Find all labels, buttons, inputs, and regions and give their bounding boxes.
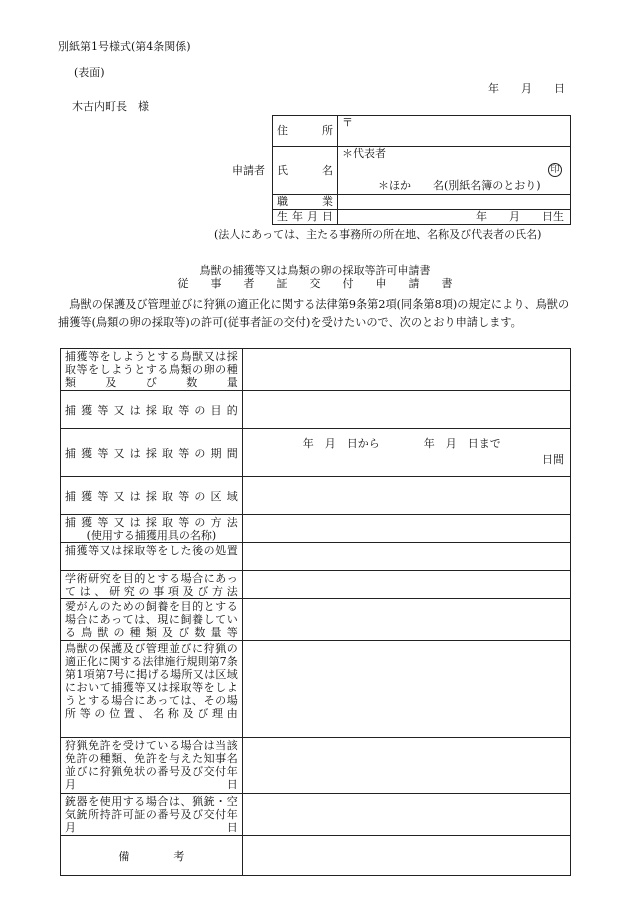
representative-label: ＊代表者 (342, 147, 386, 160)
row-pet-label: 愛がんのための飼養を目的とする場合にあっては、現に飼養している鳥獣の種類及び数量等 (61, 599, 243, 641)
row-method-field[interactable] (242, 515, 570, 543)
occupation-label: 職業 (273, 195, 338, 210)
row-purpose-label: 捕獲等又は採取等の目的 (61, 391, 243, 429)
others-label: ＊ほか 名(別紙名簿のとおり) (378, 179, 541, 192)
side-label: (表面) (74, 66, 105, 79)
row-remarks-field[interactable] (242, 836, 570, 876)
row-method-sub: (使用する捕獲用具の名称) (86, 529, 217, 542)
row-license-field[interactable] (242, 738, 570, 794)
addressee: 木古内町長 様 (72, 100, 149, 113)
row-disposal-field[interactable] (242, 543, 570, 571)
row-area-field[interactable] (242, 477, 570, 515)
birth-field[interactable] (338, 209, 571, 224)
form-number: 別紙第1号様式(第4条関係) (58, 40, 191, 53)
application-table (60, 348, 571, 876)
row-pet-field[interactable] (242, 599, 570, 641)
date-line: 年 月 日 (488, 82, 565, 95)
birth-label: 生年月日 (273, 209, 338, 224)
row-research-field[interactable] (242, 571, 570, 599)
address-label: 住所 (273, 116, 338, 147)
row-purpose-field[interactable] (242, 391, 570, 429)
applicant-table (272, 115, 571, 225)
row-method-main: 捕獲等又は採取等の方法 (65, 516, 238, 529)
applicant-label: 申請者 (232, 164, 265, 177)
row-research-label: 学術研究を目的とする場合にあっては、研究の事項及び方法 (61, 571, 243, 599)
row-remarks-label (61, 836, 243, 876)
name-label: 氏名 (273, 147, 338, 195)
row-restricted-area-label: 鳥獣の保護及び管理並びに狩猟の適正化に関する法律施行規則第7条第1項第7号に掲げる場所又は区域において捕獲等又は採取等をしようとする場合にあっては、その場所等の位置、名称及び理由 (61, 641, 243, 738)
row-firearm-field[interactable] (242, 794, 570, 836)
period-range: 年 月 日から 年 月 日まで (302, 437, 501, 450)
row-period-field[interactable] (242, 429, 570, 477)
row-species-field[interactable] (242, 349, 570, 391)
row-species-label: 捕獲等をしようとする鳥獣又は採取等をしようとする鳥類の卵の種類及び数量 (61, 349, 243, 391)
row-area-label: 捕獲等又は採取等の区域 (61, 477, 243, 515)
address-field[interactable] (338, 116, 571, 147)
occupation-field[interactable] (338, 195, 571, 210)
birth-value: 年 月 日生 (476, 209, 564, 223)
period-days: 日間 (542, 453, 564, 466)
row-firearm-label: 銃器を使用する場合は、猟銃・空気銃所持許可証の番号及び交付年月日 (61, 794, 243, 836)
row-period-label: 捕獲等又は採取等の期間 (61, 429, 243, 477)
title-line-1: 鳥獣の捕獲等又は鳥類の卵の採取等許可申請書 (199, 264, 431, 277)
row-license-label: 狩猟免許を受けている場合は当該免許の種類、免許を与えた知事名並びに狩猟免状の番号及び交付年月日 (61, 738, 243, 794)
row-restricted-area-field[interactable] (242, 641, 570, 738)
postal-mark: 〒 (342, 116, 353, 129)
name-field[interactable] (338, 147, 571, 195)
row-method-label (61, 515, 243, 543)
application-statement: 鳥獣の保護及び管理並びに狩猟の適正化に関する法律第9条第2項(同条第8項)の規定により、鳥獣の捕獲等(鳥類の卵の採取等)の許可(従事者証の交付)を受けたいので、次のとおり申請します。 (58, 298, 570, 329)
title-line-2: 従 事 者 証 交 付 申 請 書 (177, 277, 453, 290)
remarks-text: 備 考 (118, 849, 185, 863)
corporate-note: (法人にあっては、主たる事務所の所在地、名称及び代表者の氏名) (214, 228, 542, 241)
row-disposal-label: 捕獲等又は採取等をした後の処置 (61, 543, 243, 571)
seal-mark: 印 (548, 163, 562, 177)
